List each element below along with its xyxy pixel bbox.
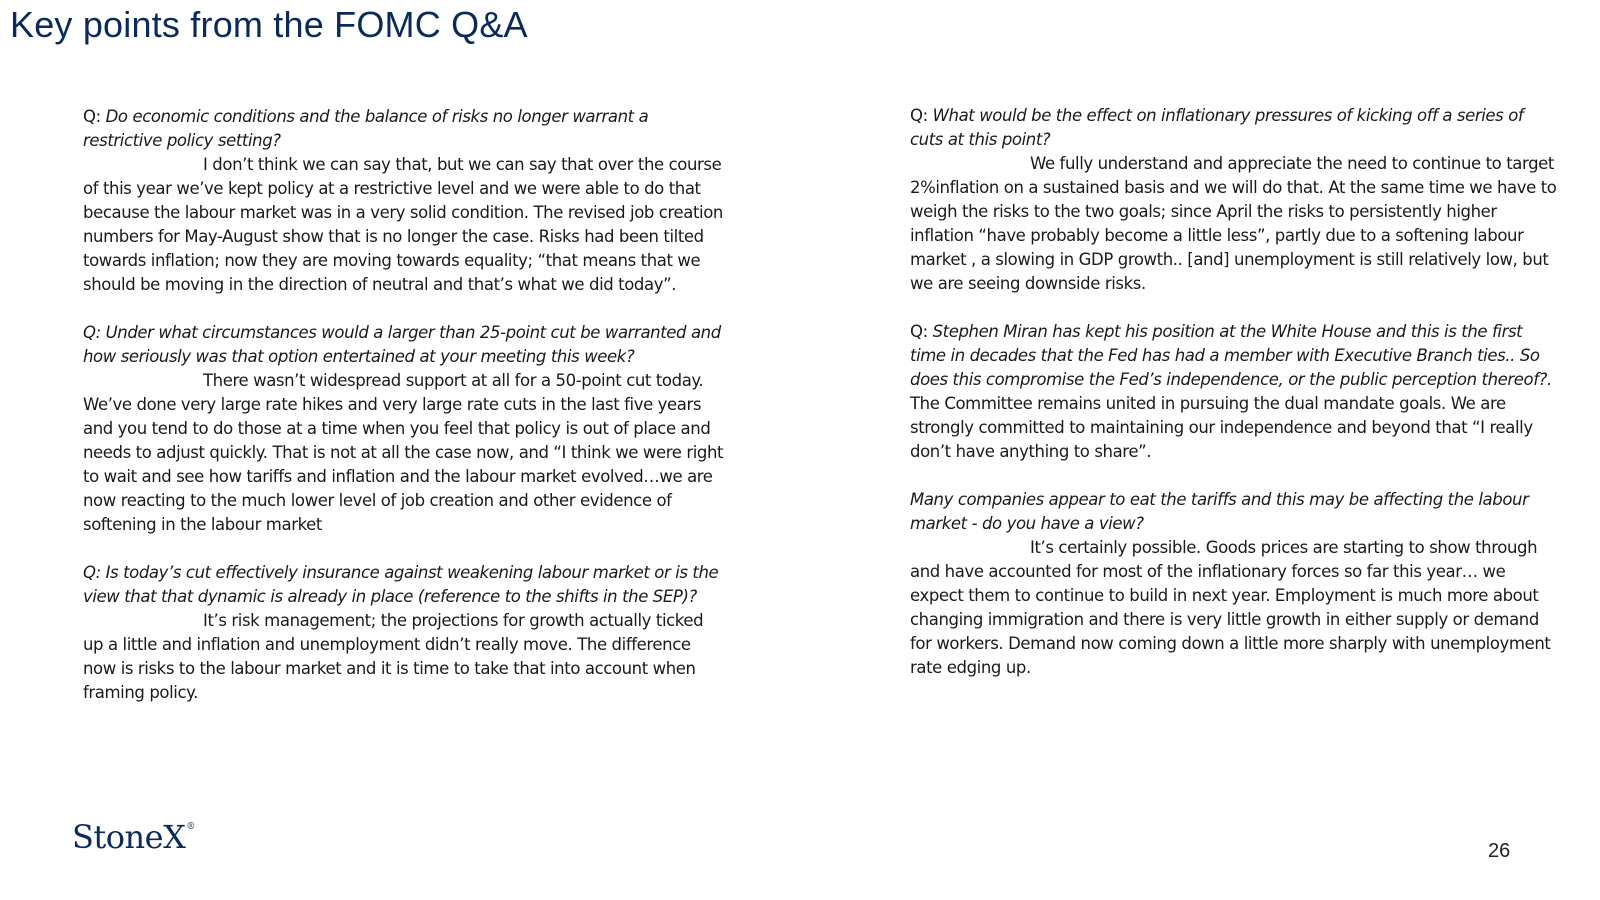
right-column	[910, 104, 1560, 704]
question	[910, 104, 1560, 152]
qa-block	[910, 320, 1560, 464]
question-text: Do economic conditions and the balance of risks no longer warrant a restrictive policy setting?	[83, 107, 649, 150]
question-text: Many companies appear to eat the tariffs and this may be affecting the labour market - do you have a view?	[910, 490, 1529, 533]
qa-block	[83, 105, 728, 297]
question-text: Stephen Miran has kept his position at the White House and this is the first time in decades that the Fed has had a member with Executive Branch ties.. So does this compromise the Fed’s independence, or the public perception thereof?.	[910, 322, 1552, 389]
answer-text: There wasn’t widespread support at all for a 50-point cut today. We’ve done very large rate hikes and very large rate cuts in the last five years and you tend to do those at a time when you feel that policy is out of place and needs to adjust quickly. That is not at all the case now, and “I think we were right to wait and see how tariffs and inflation and the labour market evolved…we are now reacting to the much lower level of job creation and other evidence of softening in the labour market	[83, 371, 724, 534]
question-prefix: Q:	[83, 107, 106, 126]
question	[910, 488, 1560, 536]
question	[83, 561, 728, 609]
logo-wordmark: StoneX	[72, 818, 186, 856]
qa-block	[83, 561, 728, 705]
qa-block	[910, 104, 1560, 296]
answer-text: The Committee remains united in pursuing the dual mandate goals. We are strongly committed to maintaining our independence and beyond that “I really don’t have anything to share”.	[910, 394, 1533, 461]
question-text: Q: Under what circumstances would a larger than 25-point cut be warranted and how seriously was that option entertained at your meeting this week?	[83, 323, 721, 366]
registered-mark: ®	[186, 822, 195, 832]
qa-block	[83, 321, 728, 537]
page-number: 26	[1488, 840, 1511, 862]
answer-text: We fully understand and appreciate the need to continue to target 2%inflation on a sustained basis and we will do that. At the same time we have to weigh the risks to the two goals; since April the risks to persistently higher inflation “have probably become a little less”, partly due to a softening labour market , a slowing in GDP growth.. [and] unemployment is still relatively low, but we are seeing downside risks.	[910, 154, 1557, 293]
question-prefix: Q:	[910, 322, 933, 341]
question	[910, 320, 1560, 392]
question-text: Q: Is today’s cut effectively insurance against weakening labour market or is the view that that dynamic is already in place (reference to the shifts in the SEP)?	[83, 563, 719, 606]
question-prefix: Q:	[910, 106, 933, 125]
answer-text: I don’t think we can say that, but we can say that over the course of this year we’ve kept policy at a restrictive level and we were able to do that because the labour market was in a very solid condition. The revised job creation numbers for May-August show that is no longer the case. Risks had been tilted towards inflation; now they are moving towards equality; “that means that we should be moving in the direction of neutral and that’s what we did today”.	[83, 155, 723, 294]
question-text: What would be the effect on inflationary pressures of kicking off a series of cuts at this point?	[910, 106, 1524, 149]
answer-text: It’s certainly possible. Goods prices are starting to show through and have accounted for most of the inflationary forces so far this year… we expect them to continue to build in next year. Employment is much more about changing immigration and there is very little growth in either supply or demand for workers. Demand now coming down a little more sharply with unemployment rate edging up.	[910, 538, 1551, 677]
stonex-logo	[72, 818, 195, 856]
question	[83, 105, 728, 153]
slide-title: Key points from the FOMC Q&A	[10, 4, 528, 45]
answer-text: It’s risk management; the projections for growth actually ticked up a little and inflation and unemployment didn’t really move. The difference now is risks to the labour market and it is time to take that into account when framing policy.	[83, 611, 704, 702]
question	[83, 321, 728, 369]
qa-block	[910, 488, 1560, 680]
left-column	[83, 105, 728, 729]
